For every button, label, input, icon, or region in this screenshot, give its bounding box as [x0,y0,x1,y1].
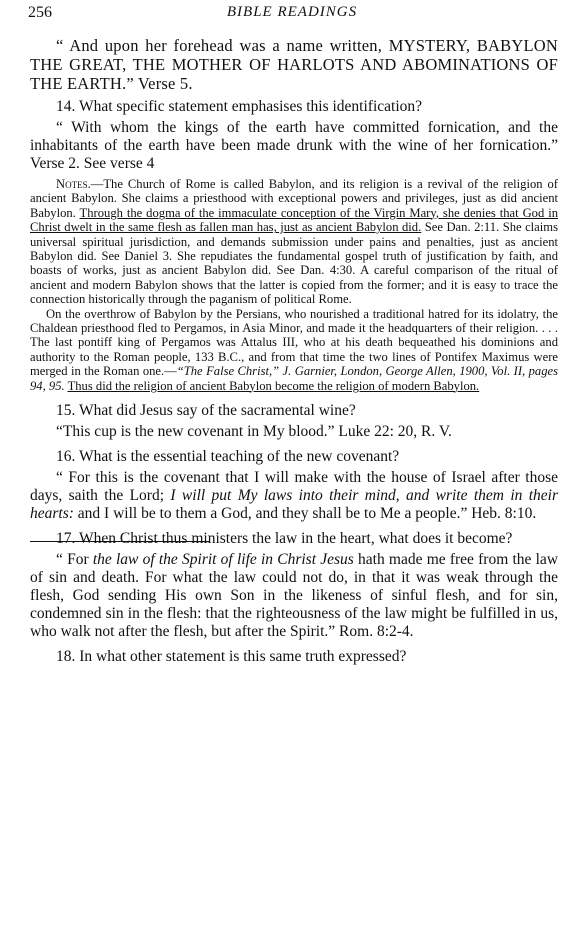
question-15: 15. What did Jesus say of the sacramental wine? [56,402,356,420]
section-rule [30,541,210,542]
notes-label: Notes. [56,177,91,191]
page-body [30,36,558,666]
answer-16-b: and I will be to them a God, and they shall be to Me a people.” Heb. 8:10. [77,505,537,523]
question-18: 18. In what other statement is this same truth expressed? [56,648,407,666]
notes-text-a: —The Church of Rome is called Babylon, and its religion is a revival of the religion of ancient Babylon. She claims a priesthood with exceptional powers and privileges, just as did ancient Babylon. [30,177,558,220]
answer-17-a: “ For [56,551,89,569]
running-title: BIBLE READINGS [226,4,358,20]
answer-17-italic: the law of the Spirit of life in Christ Jesus [92,551,354,569]
question-16: 16. What is the essential teaching of the new covenant? [56,448,400,466]
notes-citation: “The False Christ,” J. Garnier, London, George Allen, 1900, Vol. II, pages 94, 95. [30,364,558,393]
question-14: 14. What specific statement emphasises this identification? [56,98,423,115]
quote-block [30,36,558,93]
answer-16 [30,469,558,523]
quote-intro: “ And upon her forehead was a name written, [56,36,383,55]
answer-16-a: “ For this is the covenant that I will make with the house of Israel after those days, saith the Lord; [30,469,558,505]
answer-17 [30,551,558,641]
notes-paragraph [30,177,558,307]
notes-underlined-1: Through the dogma of the immaculate conception of the Virgin Mary, she denies that God in Christ dwelt in the same flesh as fallen man has, just as ancient Babylon did. [30,205,558,235]
answer-17-b: hath made me free from the law of sin and death. For what the law could not do, in that it was weak through the flesh, God sending His own Son in the likeness of sinful flesh, and for sin, condemned sin in the flesh: that the righteousness of the law might be fulfilled in us, who walk not after the flesh, but after the Spirit.” Rom. 8:2-4. [30,551,559,641]
notes-underlined-2: Thus did the religion of ancient Babylon become the religion of modern Babylon. [67,378,480,393]
quote-caps: MYSTERY, BABYLON THE GREAT, THE MOTHER OF HARLOTS AND ABOMINATIONS OF THE EARTH.” [30,36,558,93]
page-header [28,4,556,26]
question-17: 17. When Christ thus ministers the law in the heart, what does it become? [56,530,513,548]
answer-14: “ With whom the kings of the earth have committed fornication, and the inhabitants of the earth have been made drunk with the wine of her fornication.” Verse 2. See verse 4 [30,119,558,172]
notes-paragraph-2 [30,307,558,393]
answer-15: “This cup is the new covenant in My blood.” Luke 22: 20, R. V. [56,423,452,441]
notes-text-c: On the overthrow of Babylon by the Persians, who nourished a traditional hatred for its idolatry, the Chaldean priesthood fled to Pergamos, in Asia Minor, and made it the headquarters of their religion. . . . The last pontiff king of Pergamos was Attalus III, who at his death bequeathed his dominions and authority to the Roman people, 133 B.C., and from that time the two lines of Pontifex Maximus were merged in the Roman one.— [30,306,558,379]
answer-16-italic: I will put My laws into their mind, and write them in their hearts: [30,487,559,523]
notes-text-b: See Dan. 2:11. She claims universal spiritual jurisdiction, and demands submission under pains and penalties, just as ancient Babylon did. See Daniel 3. She repudiates the fundamental gospel truth of justification by faith, and boasts of works, just as ancient Babylon did. See Dan. 4:30. A careful comparison of the ritual of ancient and modern Babylon shows that the latter is copied from the former; and it is easy to trace the connection historically through the paganism of political Rome. [30,220,558,307]
page-number: 256 [28,4,52,21]
quote-reference: Verse 5. [137,74,193,93]
